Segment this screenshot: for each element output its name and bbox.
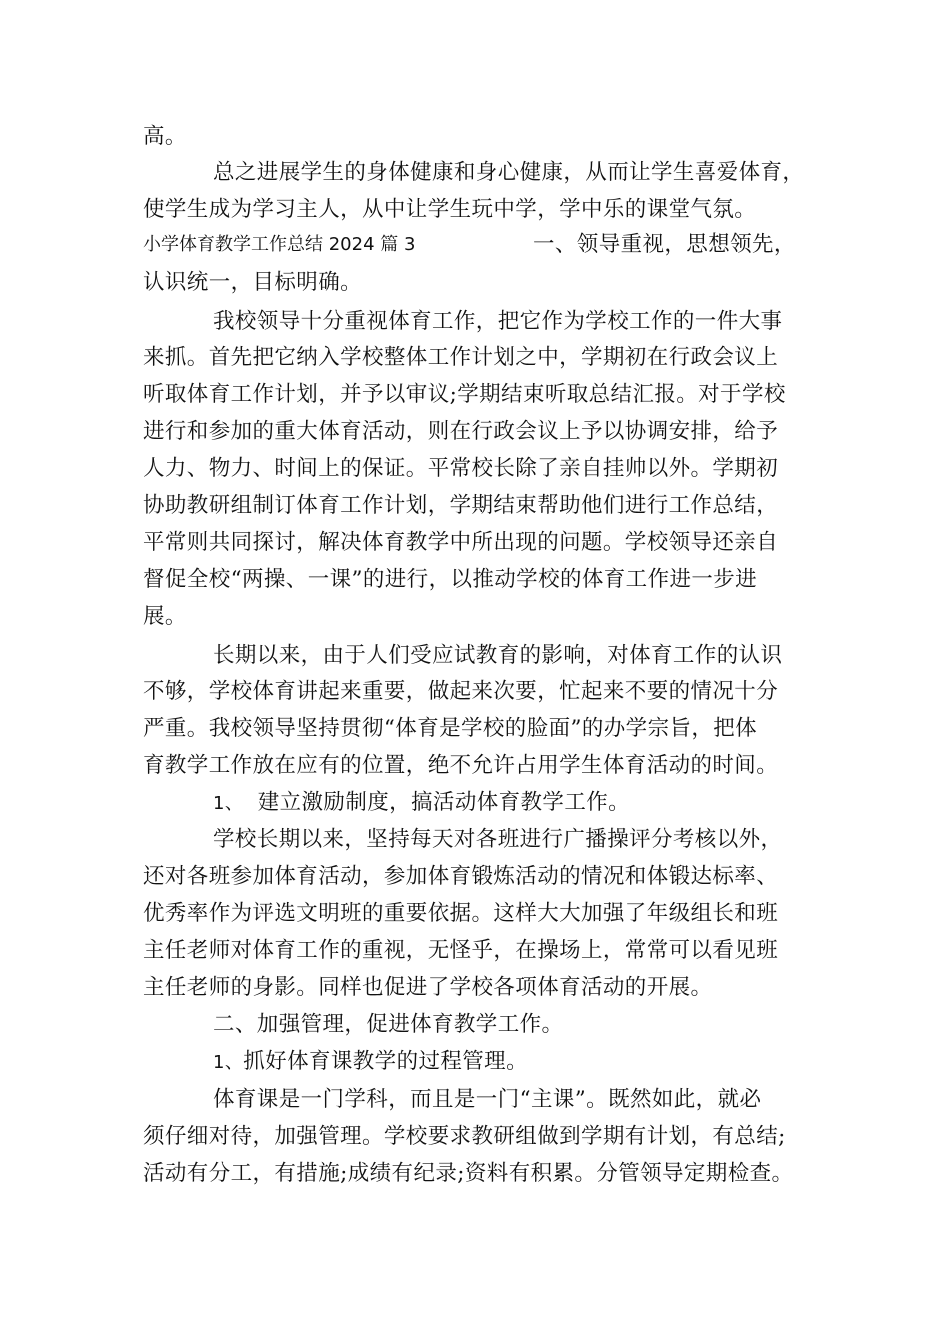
paragraph-first-line: 我校领导十分重视体育工作，把它作为学校工作的一件大事 [213,309,783,334]
text-line: 还对各班参加体育活动，参加体育锻炼活动的情况和体锻达标率、 [143,864,779,889]
list-item-line [213,1047,913,1078]
text-line: 育教学工作放在应有的位置，绝不允许占用学生体育活动的时间。 [143,753,779,778]
paragraph-first-line: 长期以来，由于人们受应试教育的影响，对体育工作的认识 [213,643,783,668]
text-line: 主任老师的身影。同样也促进了学校各项体育活动的开展。 [143,975,713,1000]
text-line: 展。 [143,604,187,629]
text-line: 须仔细对待，加强管理。学校要求教研组做到学期有计划，有总结; [143,1124,786,1149]
text-line: 来抓。首先把它纳入学校整体工作计划之中，学期初在行政会议上 [143,345,779,370]
list-item-text: 抓好体育课教学的过程管理。 [243,1049,528,1074]
text-line: 平常则共同探讨，解决体育教学中所出现的问题。学校领导还亲自 [143,530,779,555]
section-heading: 小学体育教学工作总结 2024 篇 3 [143,234,416,255]
text-line: 活动有分工，有措施;成绩有纪录;资料有积累。分管领导定期检查。 [143,1161,794,1186]
text-line: 严重。我校领导坚持贯彻“体育是学校的脸面”的办学宗旨，把体 [143,716,758,741]
text-line: 认识统一，目标明确。 [143,270,363,295]
section-heading-tail: 一、领导重视，思想领先， [533,232,796,257]
text-line: 听取体育工作计划，并予以审议;学期结束听取总结汇报。对于学校 [143,382,786,407]
text-line: 主任老师对体育工作的重视，无怪乎，在操场上，常常可以看见班 [143,938,779,963]
paragraph-first-line: 体育课是一门学科，而且是一门“主课”。既然如此，就必 [213,1087,762,1112]
list-item-text: 建立激励制度，搞活动体育教学工作。 [257,790,631,815]
text-line: 总之进展学生的身体健康和身心健康，从而让学生喜爱体育， [213,160,805,185]
list-number: 1、 [213,793,244,814]
text-line: 使学生成为学习主人，从中让学生玩中学，学中乐的课堂气氛。 [143,197,757,222]
text-line: 高。 [143,124,187,149]
text-line: 优秀率作为评选文明班的重要依据。这样大大加强了年级组长和班 [143,901,779,926]
text-line: 进行和参加的重大体育活动，则在行政会议上予以协调安排，给予 [143,419,779,444]
section-subheading: 二、加强管理，促进体育教学工作。 [213,1012,564,1037]
text-line: 人力、物力、时间上的保证。平常校长除了亲自挂帅以外。学期初 [143,456,779,481]
text-line: 不够，学校体育讲起来重要，做起来次要，忙起来不要的情况十分 [143,679,779,704]
section-heading-row [143,230,843,262]
paragraph-first-line: 学校长期以来，坚持每天对各班进行广播操评分考核以外， [213,827,783,852]
text-line: 督促全校“两操、一课”的进行，以推动学校的体育工作进一步进 [143,567,758,592]
text-line: 协助教研组制订体育工作计划，学期结束帮助他们进行工作总结， [143,493,779,518]
list-number: 1、 [213,1052,244,1073]
list-item-line [213,788,913,819]
